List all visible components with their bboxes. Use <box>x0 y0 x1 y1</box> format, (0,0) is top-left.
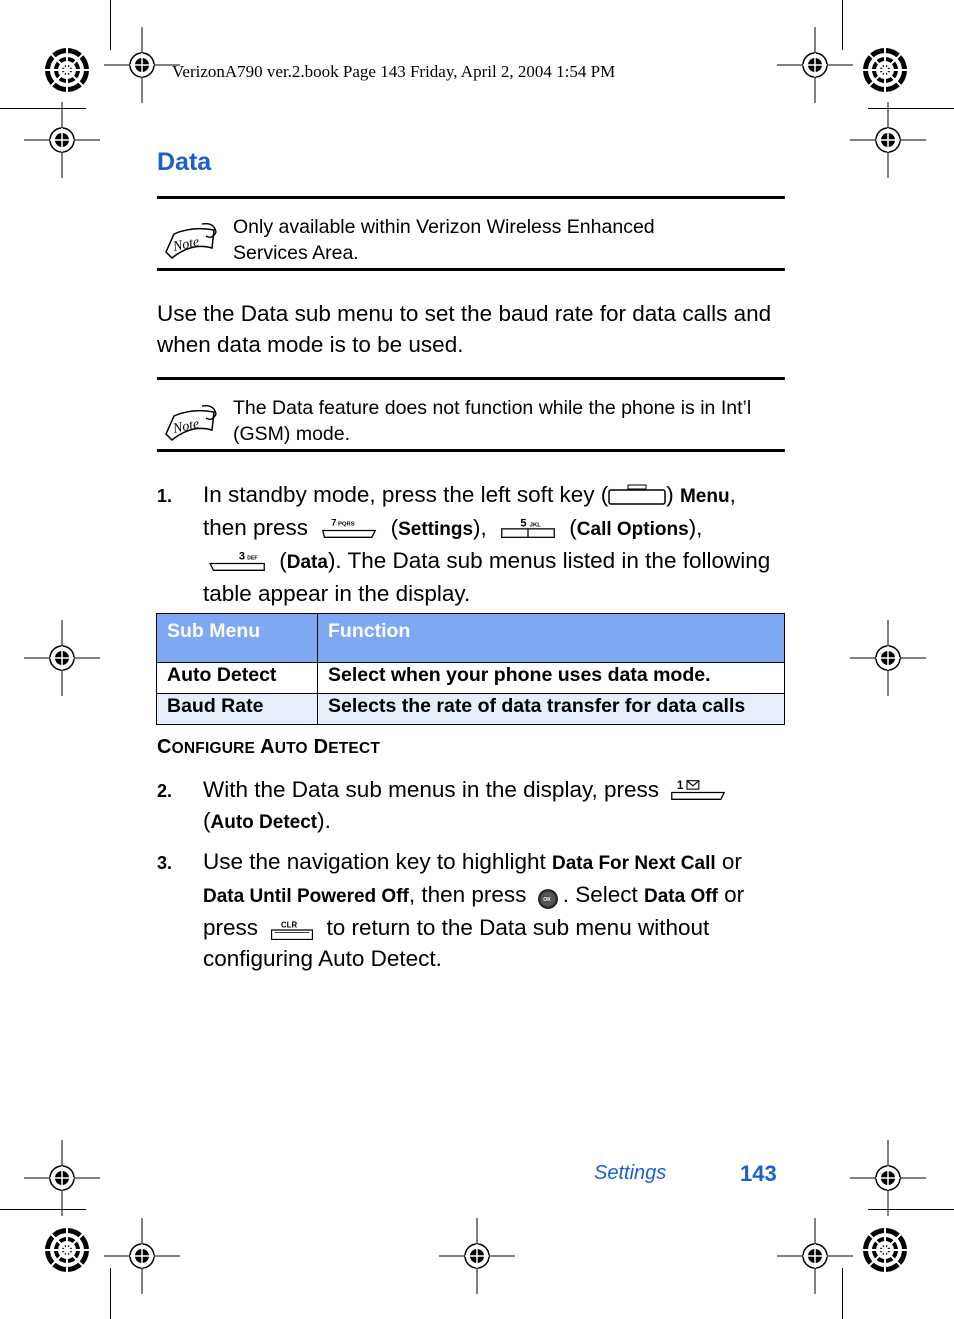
step-text-part: , <box>729 482 736 507</box>
step-text-part: . Select <box>562 882 644 907</box>
step-text-part: With the Data sub menus in the display, press <box>203 777 660 802</box>
svg-text:Note: Note <box>171 416 201 437</box>
heading-part: ETECT <box>328 740 381 757</box>
page-number: 143 <box>740 1161 777 1186</box>
svg-text:5: 5 <box>520 517 527 530</box>
svg-text:3: 3 <box>238 550 245 563</box>
table-header-row <box>157 614 785 663</box>
settings-label: Settings <box>398 519 474 540</box>
note-text: The Data feature does not function while the phone is in Int’l (GSM) mode. <box>233 397 752 445</box>
note-top-rule <box>157 377 785 380</box>
heading-part: D <box>313 736 329 758</box>
table-row <box>157 694 785 725</box>
ok-key-icon <box>533 888 563 910</box>
left-soft-key-icon <box>608 484 666 506</box>
clr-key-icon <box>264 919 320 941</box>
step-number: 3. <box>157 853 173 873</box>
step-text-part: , then press <box>408 882 533 907</box>
table-cell: Auto Detect <box>157 663 318 694</box>
call-options-label: Call Options <box>576 519 689 540</box>
table-cell: Selects the rate of data transfer for data calls <box>318 694 785 725</box>
svg-text:JKL: JKL <box>529 522 541 529</box>
section-heading <box>157 736 380 759</box>
table-header-cell: Sub Menu <box>157 614 318 663</box>
note-top-rule <box>157 196 785 199</box>
page-title: Data <box>157 148 212 176</box>
option-label: Data Until Powered Off <box>203 886 409 907</box>
svg-text:PQRS: PQRS <box>338 521 356 528</box>
step-text: With the Data sub menus in the display, press 1 (Auto Detect). <box>203 774 788 838</box>
table-header-cell: Function <box>318 614 785 663</box>
option-label: Data For Next Call <box>551 853 716 874</box>
step-text-part: to return to the Data sub menu without configuring Auto Detect. <box>203 915 710 971</box>
step-text-part: ) <box>666 482 680 507</box>
step-text-part: In standby mode, press the left soft key ( <box>203 482 609 507</box>
step-text-part: then press <box>203 515 309 540</box>
step-text: In standby mode, press the left soft key ( ) Menu, then press 7 PQRS (Settings), 5 JKL (Call Options), 3 DEF (Data). The Data sub menus listed in the following table appear in the display. <box>203 482 771 606</box>
key-1-icon <box>665 779 731 801</box>
note-icon <box>162 400 222 444</box>
menu-label: Menu <box>679 486 730 507</box>
step-text-part: or <box>715 849 742 874</box>
heading-part: A <box>260 736 275 758</box>
key-7-icon <box>314 517 384 539</box>
heading-part: ONFIGURE <box>171 740 256 757</box>
key-5-icon <box>493 517 563 539</box>
auto-detect-label: Auto Detect <box>210 812 318 833</box>
note-text: Only available within Verizon Wireless Enhanced Services Area. <box>233 216 655 264</box>
note-bottom-rule <box>157 449 785 452</box>
step-number: 2. <box>157 781 173 801</box>
data-label: Data <box>286 552 328 573</box>
svg-text:OK: OK <box>542 897 551 904</box>
step-text-part: ). The Data sub menus listed in the following table appear in the display. <box>203 548 771 606</box>
table-row <box>157 663 785 694</box>
svg-text:7: 7 <box>331 517 337 528</box>
intro-paragraph: Use the Data sub menu to set the baud rate for data calls and when data mode is to be used. <box>157 301 772 357</box>
print-header: VerizonA790 ver.2.book Page 143 Friday, April 2, 2004 1:54 PM <box>172 62 616 81</box>
step-number: 1. <box>157 486 173 506</box>
step-text-part: or <box>717 882 745 907</box>
key-3-icon <box>203 550 273 572</box>
footer-section-name: Settings <box>594 1162 667 1184</box>
table-cell: Baud Rate <box>157 694 318 725</box>
table-cell: Select when your phone uses data mode. <box>318 663 785 694</box>
option-label: Data Off <box>643 886 718 907</box>
svg-text:Note: Note <box>171 234 201 255</box>
svg-text:1: 1 <box>677 779 684 793</box>
step-text-part: press <box>203 915 265 940</box>
note-icon <box>162 218 222 262</box>
heading-part: UTO <box>274 740 308 757</box>
step-text-part: Use the navigation key to highlight <box>203 849 552 874</box>
note-bottom-rule <box>157 268 785 271</box>
sub-menu-table <box>156 613 785 725</box>
heading-part: C <box>157 736 172 758</box>
step-text <box>203 846 788 974</box>
svg-text:DEF: DEF <box>247 555 258 562</box>
svg-text:CLR: CLR <box>281 920 298 930</box>
